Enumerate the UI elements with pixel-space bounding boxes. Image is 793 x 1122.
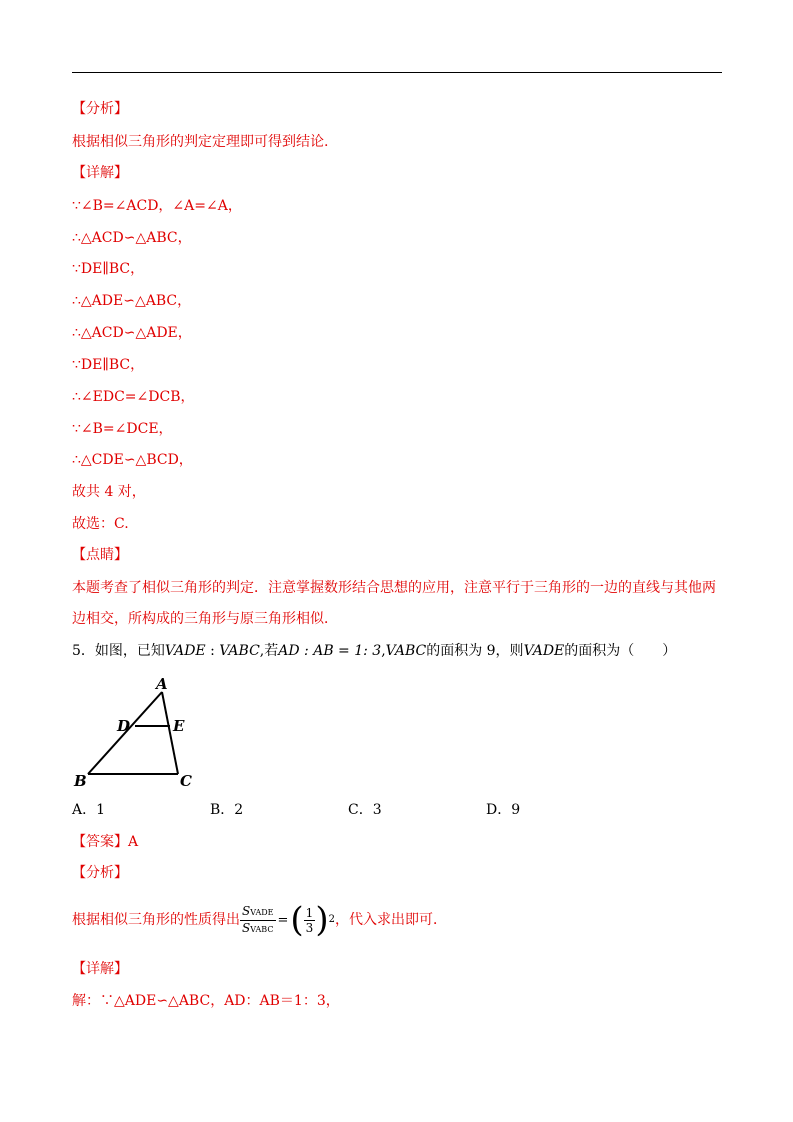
header-rule xyxy=(72,72,722,73)
power: 2 xyxy=(328,914,335,925)
equals-sign: = xyxy=(277,913,289,928)
left-paren-icon: ( xyxy=(290,900,304,940)
step-9: ∴△CDE∽△BCD， xyxy=(72,452,193,468)
step-8: ∵∠B=∠DCE， xyxy=(72,421,173,437)
step-2: ∴△ACD∽△ABC， xyxy=(72,230,192,246)
frac-den-sub: VABC xyxy=(250,924,274,934)
stem-mid2: 的面积为 9，则 xyxy=(426,643,524,659)
analysis-label: 【分析】 xyxy=(72,101,128,117)
comment-line-1: 本题考查了相似三角形的判定．注意掌握数形结合思想的应用，注意平行于三角形的一边的直线与其他两 xyxy=(72,580,716,596)
triangle-diagram xyxy=(72,676,202,792)
label-b: B xyxy=(74,772,87,790)
option-c[interactable]: C．3 xyxy=(348,802,382,818)
step-4: ∴△ADE∽△ABC， xyxy=(72,293,192,309)
detail-label-q5: 【详解】 xyxy=(72,961,128,977)
right-paren-icon: ) xyxy=(315,900,329,940)
detail-label: 【详解】 xyxy=(72,165,128,181)
step-6: ∵DE∥BC， xyxy=(72,357,145,373)
comment-line-2: 边相交，所构成的三角形与原三角形相似． xyxy=(72,611,338,627)
triangle-ade-2: VADE xyxy=(523,643,565,659)
inner-den: 3 xyxy=(305,920,314,935)
ratio: AD : AB = 1: 3 xyxy=(278,643,382,659)
step-10: 故共 4 对， xyxy=(72,484,146,500)
label-a: A xyxy=(156,676,168,693)
triangle-abc-2: VABC xyxy=(385,643,427,659)
inner-num: 1 xyxy=(305,905,314,920)
area-ratio-fraction xyxy=(240,904,276,937)
triangle-figure xyxy=(72,676,202,792)
frac-num-s: S xyxy=(242,903,251,918)
frac-num-sub: VADE xyxy=(250,907,274,917)
stem-comma: , xyxy=(381,643,386,659)
stem-prefix: 5．如图，已知 xyxy=(72,643,165,659)
triangle-ade-1: VADE xyxy=(164,643,206,659)
stem-tail: 的面积为（ ） xyxy=(564,643,677,659)
analysis-suffix: ，代入求出即可． xyxy=(334,912,447,928)
analysis-formula-line xyxy=(72,900,447,941)
step-1: ∵∠B=∠ACD，∠A=∠A， xyxy=(72,198,242,214)
frac-den-s: S xyxy=(242,920,251,935)
analysis-label-q5: 【分析】 xyxy=(72,865,128,881)
step-7: ∴∠EDC=∠DCB， xyxy=(72,389,195,405)
analysis-text: 根据相似三角形的判定定理即可得到结论. xyxy=(72,134,329,150)
sim-sep: : xyxy=(205,643,220,659)
stem-mid: ,若 xyxy=(259,643,279,659)
step-11: 故选：C. xyxy=(72,516,129,532)
answer-label: 【答案】A xyxy=(72,834,139,850)
one-third-fraction xyxy=(304,906,316,935)
label-e: E xyxy=(173,717,185,735)
step-5: ∴△ACD∽△ADE， xyxy=(72,325,192,341)
option-b[interactable]: B．2 xyxy=(210,802,244,818)
step-3: ∵DE∥BC， xyxy=(72,261,145,277)
label-d: D xyxy=(117,717,131,735)
label-c: C xyxy=(180,772,192,790)
comment-label: 【点睛】 xyxy=(72,547,128,563)
triangle-abc-1: VABC xyxy=(219,643,260,659)
analysis-prefix: 根据相似三角形的性质得出 xyxy=(72,912,240,928)
detail-first-line: 解：∵△ADE∽△ABC，AD：AB＝1：3， xyxy=(72,993,340,1009)
option-d[interactable]: D．9 xyxy=(486,802,521,818)
question-5-stem xyxy=(72,642,676,660)
option-a[interactable]: A．1 xyxy=(72,802,106,818)
